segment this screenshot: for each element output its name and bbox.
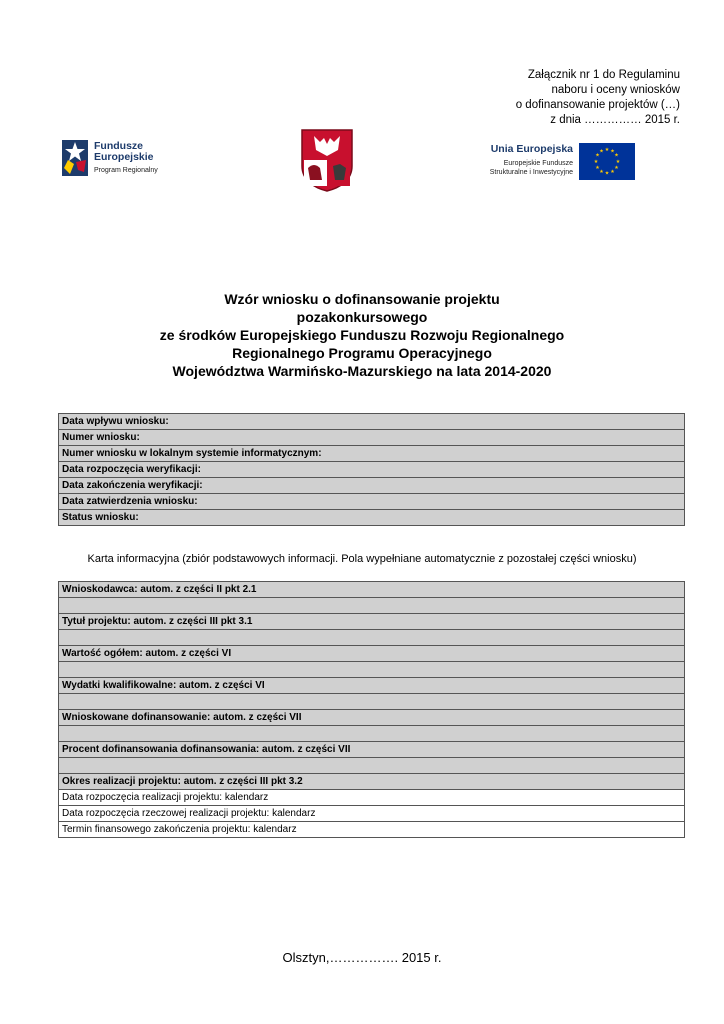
table-row <box>59 430 685 446</box>
title-line: Wzór wniosku o dofinansowanie projektu <box>224 291 500 307</box>
svg-text:★: ★ <box>593 159 599 165</box>
date-field[interactable]: Termin finansowego zakończenia projektu: kalendarz <box>59 822 685 838</box>
annex-line: naboru i oceny wniosków <box>551 84 680 96</box>
table-row <box>59 510 685 526</box>
document-title <box>0 290 724 380</box>
ue-logo-line2: Europejskie Fundusze <box>503 160 573 167</box>
registry-field[interactable]: Numer wniosku w lokalnym systemie informatycznym: <box>59 446 685 462</box>
svg-text:★: ★ <box>615 159 621 165</box>
svg-text:★: ★ <box>595 152 600 159</box>
table-row <box>59 462 685 478</box>
info-value-field[interactable] <box>59 630 685 646</box>
table-row <box>59 662 685 678</box>
title-line: ze środków Europejskiego Funduszu Rozwoju Regionalnego <box>159 327 565 343</box>
registry-field[interactable]: Numer wniosku: <box>59 430 685 446</box>
place-date-signature: Olsztyn,……………. 2015 r. <box>282 950 442 965</box>
table-row <box>59 614 685 630</box>
svg-text:★: ★ <box>614 165 619 171</box>
table-row <box>59 598 685 614</box>
registry-field[interactable]: Status wniosku: <box>59 510 685 526</box>
table-row <box>59 478 685 494</box>
date-field[interactable]: Data rozpoczęcia realizacji projektu: kalendarz <box>59 790 685 806</box>
title-line: Województwa Warmińsko-Mazurskiego na lata 2014-2020 <box>172 363 552 379</box>
table-row <box>59 822 685 838</box>
info-value-field[interactable] <box>59 758 685 774</box>
info-value-field[interactable] <box>59 598 685 614</box>
info-label: Procent dofinansowania dofinansowania: autom. z części VII <box>59 742 685 758</box>
ue-logo-subtitle <box>490 159 573 177</box>
eu-flag-icon <box>579 143 635 180</box>
table-row <box>59 774 685 790</box>
svg-text:★: ★ <box>610 148 615 155</box>
title-line: Regionalnego Programu Operacyjnego <box>232 345 492 361</box>
fe-logo-line2: Europejskie <box>94 151 154 163</box>
table-row <box>59 446 685 462</box>
coat-of-arms-icon <box>300 128 354 192</box>
table-row <box>59 742 685 758</box>
fundusze-europejskie-logo <box>62 138 172 180</box>
svg-text:★: ★ <box>595 165 600 171</box>
table-row <box>59 678 685 694</box>
karta-caption: Karta informacyjna (zbiór podstawowych informacji. Pola wypełniane automatycznie z pozostałej części wniosku) <box>87 553 637 565</box>
fe-star-icon <box>62 138 90 180</box>
registry-table <box>58 413 685 526</box>
info-card-table <box>58 581 685 838</box>
annex-line: o dofinansowanie projektów (…) <box>515 99 680 111</box>
table-row <box>59 710 685 726</box>
info-label: Tytuł projektu: autom. z części III pkt 3.1 <box>59 614 685 630</box>
table-row <box>59 414 685 430</box>
registry-field[interactable]: Data rozpoczęcia weryfikacji: <box>59 462 685 478</box>
table-row <box>59 494 685 510</box>
title-line: pozakonkursowego <box>296 309 428 325</box>
table-row <box>59 806 685 822</box>
svg-text:★: ★ <box>614 152 619 159</box>
svg-text:★: ★ <box>610 169 615 175</box>
table-row <box>59 726 685 742</box>
fe-logo-line3: Program Regionalny <box>94 167 158 174</box>
date-field[interactable]: Data rozpoczęcia rzeczowej realizacji projektu: kalendarz <box>59 806 685 822</box>
registry-field[interactable]: Data zakończenia weryfikacji: <box>59 478 685 494</box>
info-label: Wnioskowane dofinansowanie: autom. z części VII <box>59 710 685 726</box>
svg-text:★: ★ <box>604 170 610 177</box>
info-value-field[interactable] <box>59 662 685 678</box>
svg-text:★: ★ <box>599 148 604 155</box>
info-value-field[interactable] <box>59 694 685 710</box>
table-row <box>59 582 685 598</box>
svg-text:★: ★ <box>599 169 604 175</box>
table-row <box>59 694 685 710</box>
svg-text:★: ★ <box>604 147 610 153</box>
info-label: Wartość ogółem: autom. z części VI <box>59 646 685 662</box>
table-row <box>59 630 685 646</box>
table-row <box>59 646 685 662</box>
registry-field[interactable]: Data wpływu wniosku: <box>59 414 685 430</box>
fe-logo-line1: Fundusze <box>94 140 143 152</box>
table-row <box>59 790 685 806</box>
ue-logo-line1: Unia Europejska <box>490 143 573 155</box>
annex-line: Załącznik nr 1 do Regulaminu <box>527 69 680 81</box>
unia-europejska-logo <box>470 143 635 183</box>
info-label: Okres realizacji projektu: autom. z części III pkt 3.2 <box>59 774 685 790</box>
info-label: Wydatki kwalifikowalne: autom. z części VI <box>59 678 685 694</box>
info-label: Wnioskodawca: autom. z części II pkt 2.1 <box>59 582 685 598</box>
annex-header <box>380 68 680 128</box>
info-value-field[interactable] <box>59 726 685 742</box>
annex-line: z dnia …………… 2015 r. <box>550 114 680 126</box>
ue-logo-line3: Strukturalne i Inwestycyjne <box>489 169 573 176</box>
table-row <box>59 758 685 774</box>
registry-field[interactable]: Data zatwierdzenia wniosku: <box>59 494 685 510</box>
